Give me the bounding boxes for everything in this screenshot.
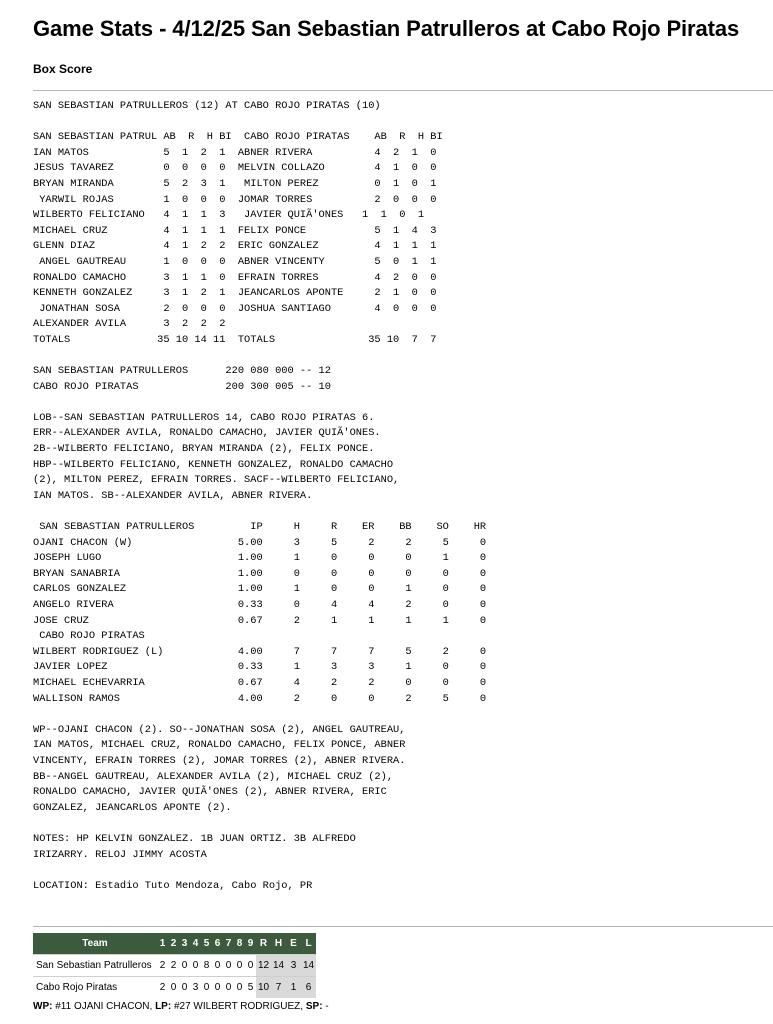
box-score-line: KENNETH GONZALEZ 3 1 2 1 JEANCARLOS APONTE 2 1 0 0 [33,287,437,300]
box-score-line: 2B--WILBERTO FELICIANO, BRYAN MIRANDA (2), FELIX PONCE. [33,443,375,456]
losing-pitcher-label: LP: [155,1001,172,1012]
box-score-line: CARLOS GONZALEZ 1.00 1 0 0 1 0 0 [33,583,487,596]
box-score-line: (2), MILTON PEREZ, EFRAIN TORRES. SACF--WILBERTO FELICIANO, [33,474,400,487]
header-inning-9: 9 [245,933,256,955]
divider [33,926,773,927]
linescore-header-row [33,933,316,955]
winning-pitcher-label: WP: [33,1001,53,1012]
box-score-line: ANGEL GAUTREAU 1 0 0 0 ABNER VINCENTY 5 0 1 1 [33,255,437,268]
team-name: San Sebastian Patrulleros [33,955,157,977]
box-score-line: GLENN DIAZ 4 1 2 2 ERIC GONZALEZ 4 1 1 1 [33,240,437,253]
inning-score: 0 [212,955,223,977]
box-score-line: ANGELO RIVERA 0.33 0 4 4 2 0 0 [33,599,487,611]
box-score-line: IAN MATOS, MICHAEL CRUZ, RONALDO CAMACHO, FELIX PONCE, ABNER [33,739,406,752]
box-score-line [33,707,486,723]
box-score-line: WALLISON RAMOS 4.00 2 0 0 2 5 0 [33,692,487,705]
box-score-line [33,816,486,832]
header-inning-4: 4 [190,933,201,955]
header-inning-3: 3 [179,933,190,955]
inning-score: 0 [245,955,256,977]
box-score-line: LOCATION: Estadio Tuto Mendoza, Cabo Rojo, PR [33,879,313,892]
pitcher-decisions [33,1001,329,1012]
box-score-line: GONZALEZ, JEANCARLOS APONTE (2). [33,801,232,814]
box-score-line: BRYAN MIRANDA 5 2 3 1 MILTON PEREZ 0 1 0 1 [33,177,437,190]
inning-score: 0 [223,955,234,977]
box-score-line: JOSEPH LUGO 1.00 1 0 0 0 1 0 [33,552,487,565]
inning-score: 0 [190,955,201,977]
box-score-line: TOTALS 35 10 14 11 TOTALS 35 10 7 7 [33,333,437,346]
linescore-table [33,933,316,998]
box-score-line: SAN SEBASTIAN PATRULLEROS 220 080 000 -- 12 [33,365,331,378]
box-score-heading: Box Score [33,62,93,76]
box-score-line: SAN SEBASTIAN PATRUL AB R H BI CABO ROJO PIRATAS AB R H BI [33,131,443,144]
page-title: Game Stats - 4/12/25 San Sebastian Patrulleros at Cabo Rojo Piratas [33,16,740,41]
header-lob: L [301,933,316,955]
box-score-line: CABO ROJO PIRATAS 200 300 005 -- 10 [33,380,331,393]
box-score-line: IAN MATOS. SB--ALEXANDER AVILA, ABNER RIVERA. [33,489,313,502]
box-score-line: NOTES: HP KELVIN GONZALEZ. 1B JUAN ORTIZ. 3B ALFREDO [33,832,356,845]
box-score-line: YARWIL ROJAS 1 0 0 0 JOMAR TORRES 2 0 0 0 [33,193,437,206]
inning-score: 0 [234,977,245,999]
losing-pitcher: #27 WILBERT RODRIGUEZ, [171,1001,306,1012]
box-score-line: MICHAEL ECHEVARRIA 0.67 4 2 2 0 0 0 [33,676,487,689]
total-lob: 6 [301,977,316,999]
box-score-text [33,99,486,894]
inning-score: 0 [168,977,179,999]
box-score-line: SAN SEBASTIAN PATRULLEROS (12) AT CABO ROJO PIRATAS (10) [33,100,381,112]
box-score-line: RONALDO CAMACHO 3 1 1 0 EFRAIN TORRES 4 2 0 0 [33,271,437,284]
box-score-line: WILBERTO FELICIANO 4 1 1 3 JAVIER QUIÃ'ONES 1 1 0 1 [33,209,425,222]
winning-pitcher: #11 OJANI CHACON, [52,1001,156,1012]
header-team: Team [33,933,157,955]
linescore-row-home [33,977,316,999]
box-score-line [33,115,486,131]
box-score-line: HBP--WILBERTO FELICIANO, KENNETH GONZALEZ, RONALDO CAMACHO [33,458,394,471]
inning-score: 3 [190,977,201,999]
header-errors: E [286,933,301,955]
box-score-line: VINCENTY, EFRAIN TORRES (2), JOMAR TORRES (2), ABNER RIVERA. [33,754,406,767]
team-name: Cabo Rojo Piratas [33,977,157,999]
inning-score: 0 [201,977,212,999]
total-runs: 10 [256,977,271,999]
inning-score: 5 [245,977,256,999]
box-score-line: BB--ANGEL GAUTREAU, ALEXANDER AVILA (2), MICHAEL CRUZ (2), [33,770,394,783]
total-runs: 12 [256,955,271,977]
header-inning-6: 6 [212,933,223,955]
total-hits: 14 [271,955,286,977]
box-score-line: IRIZARRY. RELOJ JIMMY ACOSTA [33,848,207,861]
save-pitcher: - [322,1001,329,1012]
inning-score: 0 [179,977,190,999]
header-inning-2: 2 [168,933,179,955]
inning-score: 0 [223,977,234,999]
inning-score: 2 [168,955,179,977]
inning-score: 2 [157,977,168,999]
box-score-line: ERR--ALEXANDER AVILA, RONALDO CAMACHO, JAVIER QUIÃ'ONES. [33,427,381,440]
box-score-line: RONALDO CAMACHO, JAVIER QUIÃ'ONES (2), ABNER RIVERA, ERIC [33,786,387,799]
box-score-line: CABO ROJO PIRATAS [33,630,145,643]
box-score-line: LOB--SAN SEBASTIAN PATRULLEROS 14, CABO ROJO PIRATAS 6. [33,411,375,424]
total-errors: 1 [286,977,301,999]
box-score-line: ALEXANDER AVILA 3 2 2 2 [33,318,226,331]
box-score-line: JOSE CRUZ 0.67 2 1 1 1 1 0 [33,614,487,627]
divider [33,90,773,91]
header-runs: R [256,933,271,955]
box-score-line: IAN MATOS 5 1 2 1 ABNER RIVERA 4 2 1 0 [33,146,437,159]
box-score-line [33,349,486,365]
header-inning-1: 1 [157,933,168,955]
box-score-line: MICHAEL CRUZ 4 1 1 1 FELIX PONCE 5 1 4 3 [33,224,437,237]
box-score-line: WP--OJANI CHACON (2). SO--JONATHAN SOSA (2), ANGEL GAUTREAU, [33,723,406,736]
total-hits: 7 [271,977,286,999]
box-score-line: JONATHAN SOSA 2 0 0 0 JOSHUA SANTIAGO 4 0 0 0 [33,302,437,315]
box-score-line: WILBERT RODRIGUEZ (L) 4.00 7 7 7 5 2 0 [33,645,487,658]
header-inning-7: 7 [223,933,234,955]
total-errors: 3 [286,955,301,977]
inning-score: 0 [179,955,190,977]
box-score-line: JAVIER LOPEZ 0.33 1 3 3 1 0 0 [33,661,487,674]
save-pitcher-label: SP: [305,1001,323,1012]
inning-score: 2 [157,955,168,977]
box-score-line: SAN SEBASTIAN PATRULLEROS IP H R ER BB SO HR [33,521,487,534]
header-inning-8: 8 [234,933,245,955]
linescore-row-away [33,955,316,977]
inning-score: 0 [234,955,245,977]
box-score-line [33,395,486,411]
total-lob: 14 [301,955,316,977]
box-score-line [33,863,486,879]
box-score-line [33,504,486,520]
box-score-line: OJANI CHACON (W) 5.00 3 5 2 2 5 0 [33,536,487,549]
box-score-line: JESUS TAVAREZ 0 0 0 0 MELVIN COLLAZO 4 1 0 0 [33,162,437,175]
inning-score: 8 [201,955,212,977]
inning-score: 0 [212,977,223,999]
header-inning-5: 5 [201,933,212,955]
box-score-line: BRYAN SANABRIA 1.00 0 0 0 0 0 0 [33,567,487,580]
header-hits: H [271,933,286,955]
